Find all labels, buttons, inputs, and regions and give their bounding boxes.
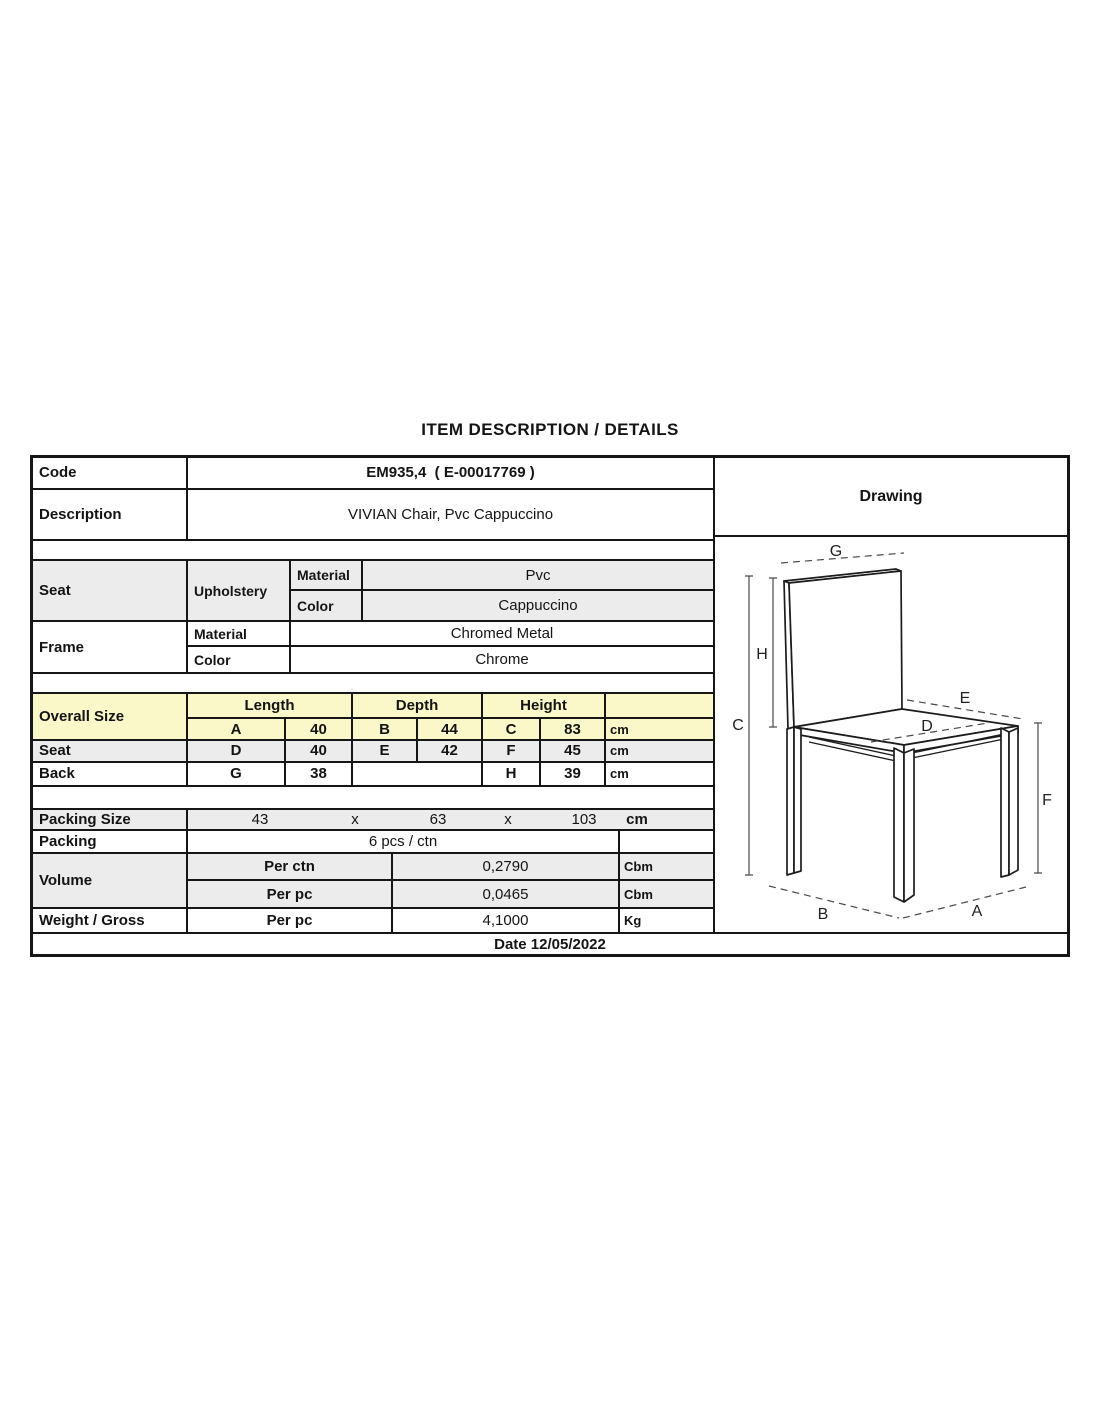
size-columns-header bbox=[188, 694, 713, 719]
spec-table bbox=[33, 458, 715, 932]
packing-size-value bbox=[188, 810, 713, 830]
volume-per-pc-unit: Cbm bbox=[624, 886, 653, 902]
dim-label-d: D bbox=[921, 718, 933, 735]
upholstery-label: Upholstery bbox=[188, 561, 291, 620]
spacer-row bbox=[33, 541, 713, 561]
weight-label: Weight / Gross bbox=[33, 909, 188, 932]
chair-outline bbox=[784, 569, 1018, 902]
frame-band bbox=[33, 622, 713, 674]
sheet-main bbox=[33, 458, 1067, 932]
frame-color-label: Color bbox=[188, 647, 291, 672]
frame-rows bbox=[188, 622, 713, 672]
material-label: Material bbox=[291, 561, 363, 589]
dim-letter-a: A bbox=[188, 719, 286, 739]
seat-size-unit: cm bbox=[610, 743, 629, 759]
dim-value-a: 40 bbox=[286, 719, 353, 739]
per-ctn-label: Per ctn bbox=[188, 854, 393, 879]
packing-blank bbox=[620, 831, 713, 852]
page-title: ITEM DESCRIPTION / DETAILS bbox=[421, 420, 679, 439]
chair-leg-front-right-face bbox=[904, 749, 914, 902]
packing-dim-1: 43 bbox=[251, 810, 269, 828]
volume-rows bbox=[188, 854, 713, 907]
chair-leg-right-face bbox=[1001, 728, 1009, 877]
dim-line-f bbox=[1034, 723, 1042, 873]
frame-color-row bbox=[188, 647, 713, 672]
weight-unit: Kg bbox=[624, 913, 642, 929]
drawing-panel bbox=[715, 458, 1067, 932]
packing-size-unit: cm bbox=[626, 810, 648, 828]
back-size-unit: cm bbox=[610, 766, 629, 782]
dim-label-g: G bbox=[829, 543, 843, 560]
packing-sep-1: x bbox=[351, 810, 359, 828]
packing-size-row bbox=[33, 810, 713, 832]
volume-per-ctn-value: 0,2790 bbox=[393, 854, 620, 879]
frame-color-value: Chrome bbox=[475, 651, 529, 669]
dim-letter-c: C bbox=[483, 719, 541, 739]
chair-leg-back-left bbox=[787, 727, 794, 875]
dim-letter-h: H bbox=[483, 763, 541, 785]
seat-color-value: Cappuccino bbox=[498, 597, 578, 615]
overall-size-rows bbox=[188, 694, 713, 739]
dim-line-g bbox=[781, 553, 904, 563]
code-value: EM935,4 ( E-00017769 ) bbox=[366, 464, 535, 482]
drawing-title: Drawing bbox=[715, 458, 1067, 537]
drawing-area bbox=[715, 537, 1067, 932]
packing-dim-2: 63 bbox=[429, 810, 447, 828]
dim-label-f: F bbox=[1042, 792, 1052, 809]
chair-leg-back-left-face bbox=[794, 727, 801, 873]
weight-per-pc-label: Per pc bbox=[188, 909, 393, 932]
dim-value-h: 39 bbox=[541, 763, 606, 785]
per-pc-label: Per pc bbox=[188, 881, 393, 907]
spec-sheet-table bbox=[30, 455, 1070, 957]
dim-value-b: 44 bbox=[418, 719, 483, 739]
dim-value-c: 83 bbox=[541, 719, 606, 739]
dim-label-h: H bbox=[756, 646, 768, 663]
seat-material-value: Pvc bbox=[525, 566, 551, 584]
dim-label-c: C bbox=[732, 717, 744, 734]
chair-drawing bbox=[715, 537, 1065, 927]
volume-band bbox=[33, 854, 713, 909]
overall-size-band bbox=[33, 694, 713, 741]
dim-line-b bbox=[769, 886, 899, 918]
upholstery-color-row bbox=[291, 591, 713, 620]
seat-size-label: Seat bbox=[33, 741, 188, 761]
col-depth: Depth bbox=[353, 694, 483, 717]
overall-size-row bbox=[188, 719, 713, 739]
date-value: Date 12/05/2022 bbox=[494, 935, 606, 953]
dim-letter-f: F bbox=[483, 741, 541, 761]
frame-material-label: Material bbox=[188, 622, 291, 645]
volume-per-pc-row bbox=[188, 881, 713, 907]
frame-material-value: Chromed Metal bbox=[450, 625, 554, 643]
seat-size-row bbox=[33, 741, 713, 763]
upholstery-rows bbox=[291, 561, 713, 620]
dim-letter-g: G bbox=[188, 763, 286, 785]
code-row bbox=[33, 458, 713, 490]
description-value: VIVIAN Chair, Pvc Cappuccino bbox=[347, 506, 554, 524]
weight-value: 4,1000 bbox=[393, 909, 620, 932]
packing-value: 6 pcs / ctn bbox=[188, 831, 620, 852]
description-row bbox=[33, 490, 713, 542]
packing-label: Packing bbox=[33, 831, 188, 852]
dim-label-a: A bbox=[971, 903, 983, 920]
dim-line-a bbox=[903, 887, 1026, 918]
dim-label-b: B bbox=[817, 906, 829, 923]
frame-material-row bbox=[188, 622, 713, 647]
code-label: Code bbox=[33, 458, 188, 488]
dim-value-e: 42 bbox=[418, 741, 483, 761]
volume-per-pc-value: 0,0465 bbox=[393, 881, 620, 907]
seat-material-band bbox=[33, 561, 713, 622]
back-size-label: Back bbox=[33, 763, 188, 785]
dim-line-c bbox=[745, 576, 753, 875]
frame-label: Frame bbox=[33, 622, 188, 672]
packing-dim-3: 103 bbox=[571, 810, 597, 828]
dim-value-f: 45 bbox=[541, 741, 606, 761]
dim-value-d: 40 bbox=[286, 741, 353, 761]
overall-unit: cm bbox=[610, 721, 629, 737]
chair-leg-right-side bbox=[1009, 728, 1018, 875]
packing-row bbox=[33, 831, 713, 854]
dim-value-g: 38 bbox=[286, 763, 353, 785]
seat-label: Seat bbox=[33, 561, 188, 620]
volume-label: Volume bbox=[33, 854, 188, 907]
dim-line-h bbox=[769, 578, 777, 727]
volume-per-ctn-row bbox=[188, 854, 713, 881]
dim-letter-e: E bbox=[353, 741, 418, 761]
spacer-row bbox=[33, 787, 713, 810]
back-size-row bbox=[33, 763, 713, 787]
weight-row bbox=[33, 909, 713, 932]
col-height: Height bbox=[483, 694, 606, 717]
date-row bbox=[33, 932, 1067, 954]
chair-leg-front-left-face bbox=[894, 748, 904, 902]
upholstery-material-row bbox=[291, 561, 713, 591]
description-label: Description bbox=[33, 490, 188, 540]
volume-per-ctn-unit: Cbm bbox=[624, 859, 653, 875]
back-depth-blank bbox=[353, 763, 483, 785]
dim-letter-b: B bbox=[353, 719, 418, 739]
dim-letter-d: D bbox=[188, 741, 286, 761]
packing-size-label: Packing Size bbox=[33, 810, 188, 830]
overall-size-label: Overall Size bbox=[33, 694, 188, 739]
chair-backrest-front-face bbox=[789, 571, 902, 727]
packing-sep-2: x bbox=[504, 810, 512, 828]
color-label: Color bbox=[291, 591, 363, 620]
dim-label-e: E bbox=[959, 690, 971, 707]
col-length: Length bbox=[188, 694, 353, 717]
col-unit-blank bbox=[606, 694, 713, 717]
spacer-row bbox=[33, 674, 713, 694]
